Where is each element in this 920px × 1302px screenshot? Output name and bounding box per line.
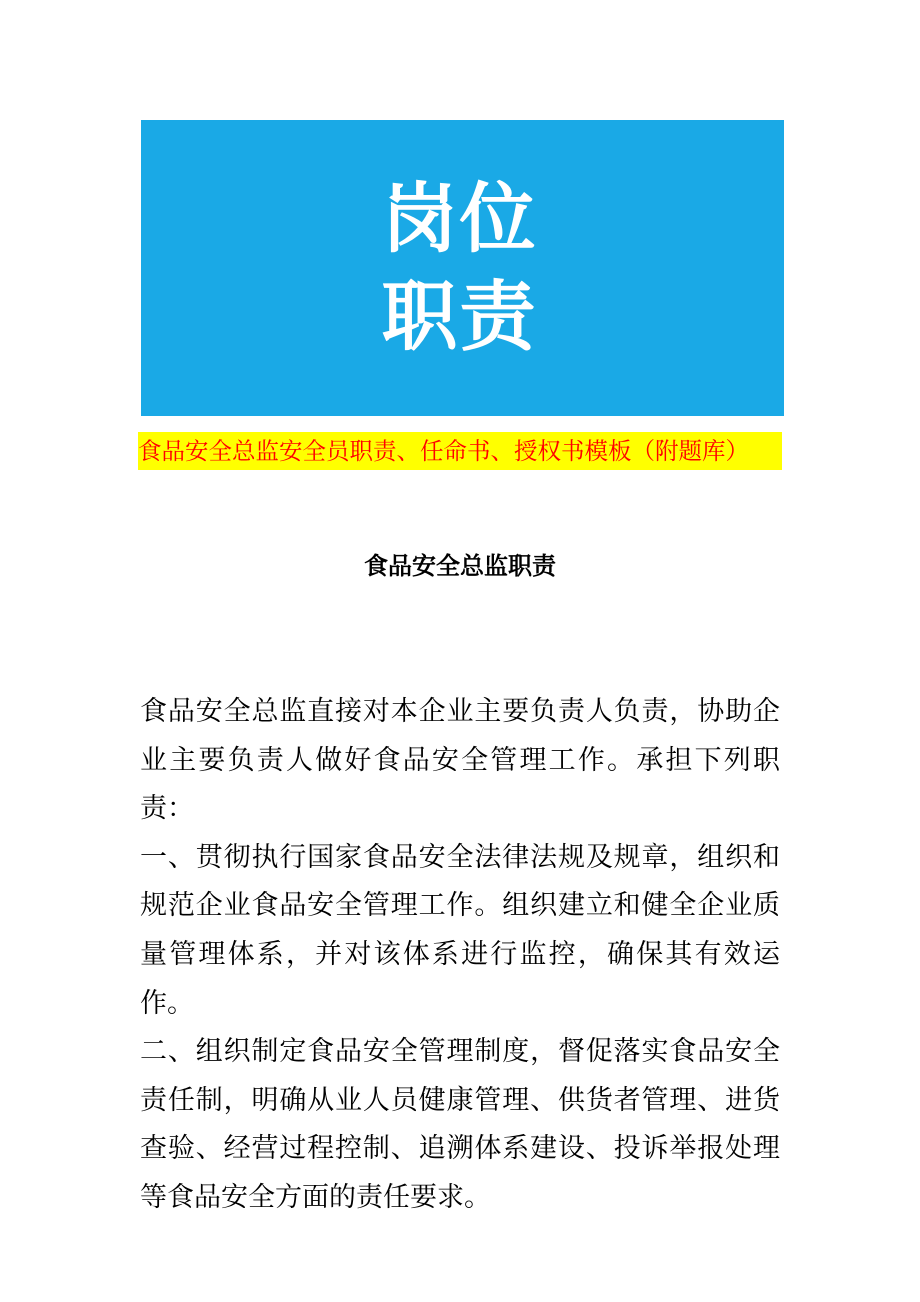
document-subtitle: 食品安全总监安全员职责、任命书、授权书模板（附题库）: [138, 432, 782, 470]
banner-title-line-1: 岗位: [381, 174, 538, 263]
paragraph: 食品安全总监直接对本企业主要负责人负责，协助企业主要负责人做好食品安全管理工作。承担下列职责：: [140, 696, 780, 825]
title-banner: [141, 120, 784, 416]
body-text: [140, 688, 780, 1223]
paragraph: 一、贯彻执行国家食品安全法律法规及规章，组织和规范企业食品安全管理工作。组织建立和健全企业质量管理体系，并对该体系进行监控，确保其有效运作。: [140, 841, 780, 1019]
section-heading: 食品安全总监职责: [364, 552, 556, 580]
banner-title-line-2: 职责: [381, 272, 538, 361]
paragraph: 二、组织制定食品安全管理制度，督促落实食品安全责任制，明确从业人员健康管理、供货者管理、进货查验、经营过程控制、追溯体系建设、投诉举报处理等食品安全方面的责任要求。: [140, 1036, 780, 1213]
